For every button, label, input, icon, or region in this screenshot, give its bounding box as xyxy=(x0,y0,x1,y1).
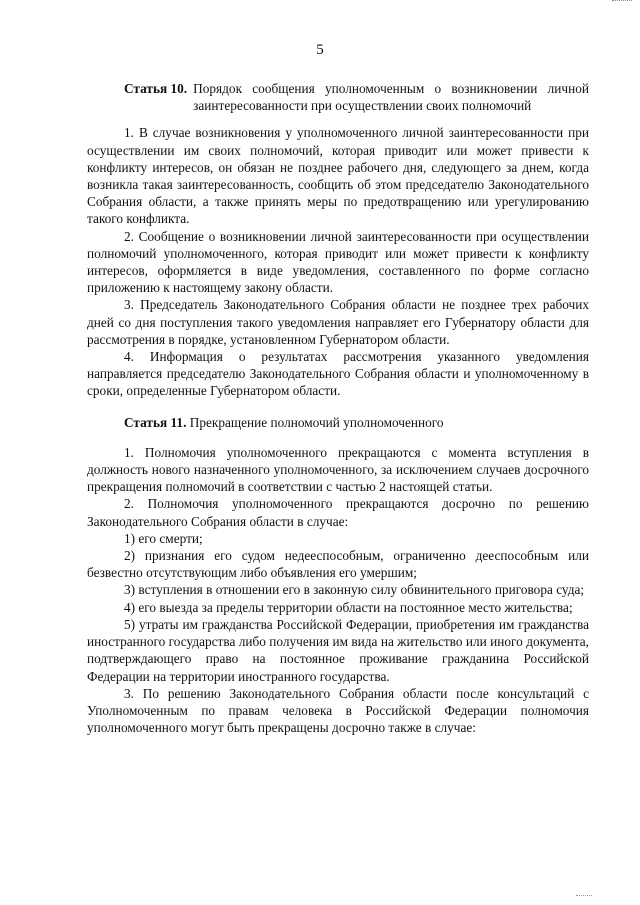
scan-mark xyxy=(612,0,632,4)
scan-mark xyxy=(576,895,592,899)
article-11-label: Статья 11. xyxy=(124,414,187,430)
article-11-list-item: 4) его выезда за пределы территории области на постоянное место жительства; xyxy=(124,599,573,615)
article-11-list-item: 5) утраты им гражданства Российской Федерации, приобретения им гражданства иностранного государства либо получения им вида на жительство или иного документа, подтверждающего право на постоянное проживание гражданина Российской Федерации на территории иностранного государства. xyxy=(87,616,589,684)
article-11-list-item: 3) вступления в отношении его в законную силу обвинительного приговора суда; xyxy=(124,582,585,598)
article-11-paragraph: 3. По решению Законодательного Собрания области после консультаций с Уполномоченным по правам человека в Российской Федерации полномочия уполномоченного могут быть прекращены досрочно также в случае: xyxy=(87,685,589,736)
article-11-title: Прекращение полномочий уполномоченного xyxy=(189,414,444,430)
article-10-paragraph: 2. Сообщение о возникновении личной заинтересованности при осуществлении полномочий уполномоченного, которая приводит или может привести к конфликту интересов, оформляется в виде уведомления, составленного по форме согласно приложению к настоящему закону области. xyxy=(87,228,589,296)
article-10-paragraph: 3. Председатель Законодательного Собрания области не позднее трех рабочих дней со дня поступления такого уведомления направляет его Губернатору области для рассмотрения в порядке, установленном Губернатором области. xyxy=(87,297,589,347)
article-10-heading xyxy=(87,80,589,114)
article-11-list-item: 2) признания его судом недееспособным, ограниченно дееспособным или безвестно отсутствующим либо объявления его умершим; xyxy=(87,548,589,581)
article-11-heading xyxy=(87,414,589,431)
article-11-paragraph: 2. Полномочия уполномоченного прекращаются досрочно по решению Законодательного Собрания области в случае: xyxy=(87,496,589,529)
article-11-list-item: 1) его смерти; xyxy=(124,530,203,546)
document-body xyxy=(87,80,589,736)
article-10-label: Статья 10. xyxy=(124,81,188,96)
article-10-paragraph: 1. В случае возникновения у уполномоченного личной заинтересованности при осуществлении им своих полномочий, которая приводит или может привести к конфликту интересов, он обязан не позднее рабочего дня, следующего за днем, когда возникла такая заинтересованность, сообщить об этом председателю Законодательного Собрания области, а также принять меры по предотвращению или урегулированию такого конфликта. xyxy=(87,125,589,227)
article-11-paragraph: 1. Полномочия уполномоченного прекращаются с момента вступления в должность нового назначенного уполномоченного, за исключением случаев досрочного прекращения полномочий в соответствии с частью 2 настоящей статьи. xyxy=(87,444,589,495)
article-10-title: Порядок сообщения уполномоченным о возникновении личной заинтересованности при осуществлении своих полномочий xyxy=(193,81,589,114)
article-10-paragraph: 4. Информация о результатах рассмотрения указанного уведомления направляется председателю Законодательного Собрания области и уполномоченному в сроки, определенные Губернатором области. xyxy=(87,349,589,399)
page-number: 5 xyxy=(316,42,324,58)
